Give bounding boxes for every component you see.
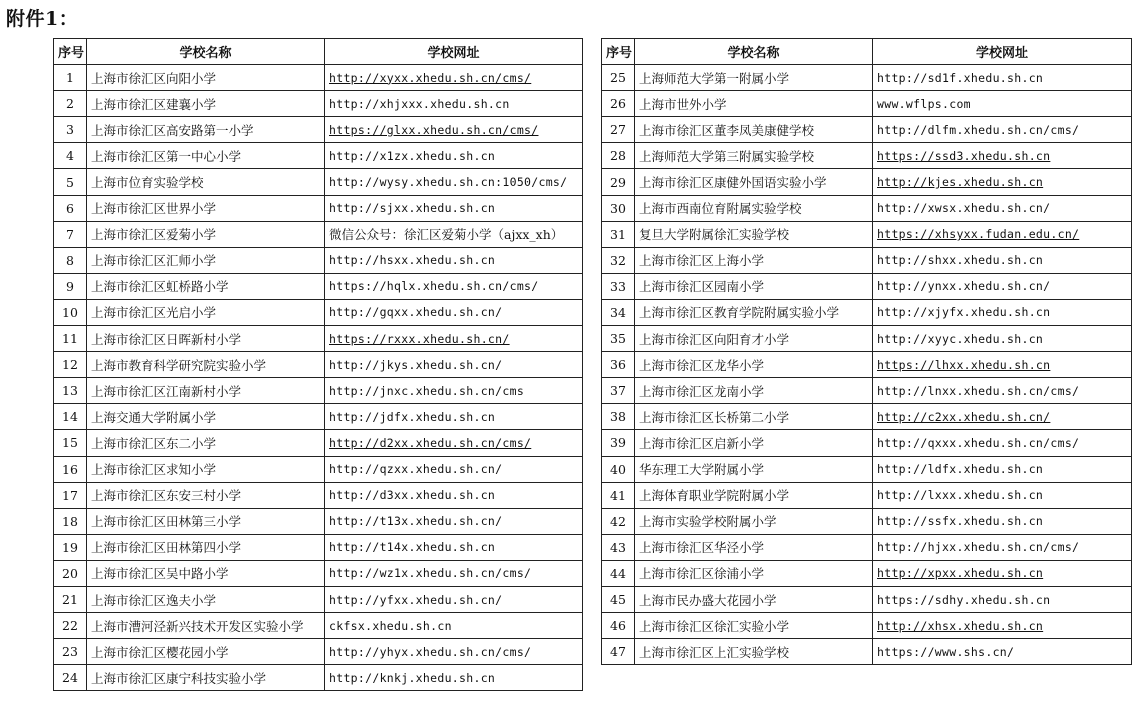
table-row	[602, 195, 1132, 221]
row-number: 41	[602, 482, 635, 508]
school-url-cell	[873, 352, 1132, 378]
school-name: 上海市徐汇区樱花园小学	[87, 639, 325, 665]
school-name: 上海市徐汇区徐汇实验小学	[635, 613, 873, 639]
table-row	[54, 456, 583, 482]
school-url-link[interactable]: https://rxxx.xhedu.sh.cn/	[329, 331, 510, 346]
row-number: 45	[602, 586, 635, 612]
school-url: http://yhyx.xhedu.sh.cn/cms/	[329, 644, 532, 659]
row-number: 4	[54, 143, 87, 169]
row-number: 43	[602, 534, 635, 560]
table-row	[602, 221, 1132, 247]
row-number: 34	[602, 299, 635, 325]
school-url: http://shxx.xhedu.sh.cn	[877, 253, 1044, 268]
table-row	[54, 117, 583, 143]
table-row	[602, 639, 1132, 665]
school-url-link[interactable]: http://d2xx.xhedu.sh.cn/cms/	[329, 435, 532, 450]
row-number: 37	[602, 378, 635, 404]
school-url-cell	[325, 482, 583, 508]
row-number: 3	[54, 117, 87, 143]
school-url: http://xjyfx.xhedu.sh.cn	[877, 305, 1051, 320]
school-name: 上海市徐汇区田林第四小学	[87, 534, 325, 560]
table-row	[54, 586, 583, 612]
school-url: https://www.shs.cn/	[877, 644, 1015, 659]
school-url: http://sjxx.xhedu.sh.cn	[329, 201, 496, 216]
row-number: 14	[54, 404, 87, 430]
row-number: 42	[602, 508, 635, 534]
table-row	[602, 482, 1132, 508]
school-name: 上海市徐汇区徐浦小学	[635, 560, 873, 586]
school-url: http://lnxx.xhedu.sh.cn/cms/	[877, 383, 1080, 398]
table-row	[54, 352, 583, 378]
school-url: http://jnxc.xhedu.sh.cn/cms	[329, 383, 525, 398]
school-url-cell	[873, 639, 1132, 665]
school-name: 上海师范大学第三附属实验学校	[635, 143, 873, 169]
table-row	[54, 613, 583, 639]
school-name: 上海市实验学校附属小学	[635, 508, 873, 534]
table-row	[54, 482, 583, 508]
table-header-row	[602, 39, 1132, 65]
school-url-cell	[873, 195, 1132, 221]
school-url-cell	[325, 639, 583, 665]
table-row	[602, 117, 1132, 143]
school-url-cell	[325, 143, 583, 169]
table-row	[602, 560, 1132, 586]
row-number: 12	[54, 352, 87, 378]
school-url-cell	[873, 560, 1132, 586]
table-row	[602, 352, 1132, 378]
school-url-link[interactable]: https://lhxx.xhedu.sh.cn	[877, 357, 1051, 372]
table-row	[602, 326, 1132, 352]
attachment-heading: 附件1：	[6, 8, 79, 30]
school-url: http://gqxx.xhedu.sh.cn/	[329, 305, 503, 320]
school-url-cell	[325, 221, 583, 247]
table-row	[54, 273, 583, 299]
school-url: http://ssfx.xhedu.sh.cn	[877, 514, 1044, 529]
school-url-cell	[873, 299, 1132, 325]
school-name: 上海市西南位育附属实验学校	[635, 195, 873, 221]
row-number: 30	[602, 195, 635, 221]
row-number: 9	[54, 273, 87, 299]
table-row	[54, 247, 583, 273]
school-url-cell	[325, 299, 583, 325]
school-url-link[interactable]: https://ssd3.xhedu.sh.cn	[877, 148, 1051, 163]
table-row	[54, 534, 583, 560]
school-url-cell	[325, 586, 583, 612]
school-name: 上海市徐汇区求知小学	[87, 456, 325, 482]
school-url: http://d3xx.xhedu.sh.cn	[329, 488, 496, 503]
school-name: 上海市徐汇区虹桥路小学	[87, 273, 325, 299]
school-url-cell	[873, 326, 1132, 352]
table-row	[54, 378, 583, 404]
school-url: http://qxxx.xhedu.sh.cn/cms/	[877, 435, 1080, 450]
school-url: http://dlfm.xhedu.sh.cn/cms/	[877, 122, 1080, 137]
school-name: 上海市徐汇区华泾小学	[635, 534, 873, 560]
school-name: 上海市徐汇区长桥第二小学	[635, 404, 873, 430]
school-url-cell	[325, 665, 583, 691]
school-name: 上海市徐汇区光启小学	[87, 299, 325, 325]
header-no: 序号	[602, 39, 635, 65]
table-row	[602, 143, 1132, 169]
row-number: 2	[54, 91, 87, 117]
school-url-cell	[325, 378, 583, 404]
row-number: 18	[54, 508, 87, 534]
table-row	[602, 404, 1132, 430]
school-name: 华东理工大学附属小学	[635, 456, 873, 482]
school-name: 上海市民办盛大花园小学	[635, 586, 873, 612]
table-row	[54, 91, 583, 117]
table-row	[602, 273, 1132, 299]
school-url: http://hsxx.xhedu.sh.cn	[329, 253, 496, 268]
school-name: 上海市徐汇区吴中路小学	[87, 560, 325, 586]
row-number: 33	[602, 273, 635, 299]
school-url: http://t13x.xhedu.sh.cn/	[329, 514, 503, 529]
school-url-cell	[873, 247, 1132, 273]
table-row	[54, 143, 583, 169]
school-name: 上海市徐汇区上汇实验学校	[635, 639, 873, 665]
row-number: 25	[602, 65, 635, 91]
school-name: 上海市漕河泾新兴技术开发区实验小学	[87, 613, 325, 639]
school-url-cell	[325, 273, 583, 299]
school-url: http://jdfx.xhedu.sh.cn	[329, 409, 496, 424]
school-url-cell	[873, 273, 1132, 299]
school-url: http://sd1f.xhedu.sh.cn	[877, 70, 1044, 85]
table-row	[54, 169, 583, 195]
school-url-link[interactable]: http://xpxx.xhedu.sh.cn	[877, 566, 1044, 581]
school-url-cell	[873, 117, 1132, 143]
school-name: 上海市徐汇区建襄小学	[87, 91, 325, 117]
school-name: 上海市徐汇区教育学院附属实验小学	[635, 299, 873, 325]
school-name: 上海市徐汇区东安三村小学	[87, 482, 325, 508]
school-name: 上海市世外小学	[635, 91, 873, 117]
school-table-left	[53, 38, 583, 691]
table-body-right	[602, 65, 1132, 665]
school-name: 上海市徐汇区日晖新村小学	[87, 326, 325, 352]
school-url: https://hqlx.xhedu.sh.cn/cms/	[329, 279, 539, 294]
school-url: http://qzxx.xhedu.sh.cn/	[329, 462, 503, 477]
school-url: www.wflps.com	[877, 96, 971, 111]
school-url-cell	[873, 169, 1132, 195]
school-name: 上海市徐汇区爱菊小学	[87, 221, 325, 247]
school-url-cell	[873, 430, 1132, 456]
school-url-cell	[873, 378, 1132, 404]
table-row	[54, 299, 583, 325]
school-url-link[interactable]: http://xhsx.xhedu.sh.cn	[877, 618, 1044, 633]
school-url-cell	[873, 143, 1132, 169]
table-row	[54, 639, 583, 665]
school-url-cell	[325, 560, 583, 586]
row-number: 44	[602, 560, 635, 586]
school-url-cell	[873, 482, 1132, 508]
school-name: 上海市徐汇区第一中心小学	[87, 143, 325, 169]
row-number: 29	[602, 169, 635, 195]
row-number: 17	[54, 482, 87, 508]
school-name: 上海市徐汇区上海小学	[635, 247, 873, 273]
row-number: 23	[54, 639, 87, 665]
row-number: 22	[54, 613, 87, 639]
school-url: http://ldfx.xhedu.sh.cn	[877, 462, 1044, 477]
header-no: 序号	[54, 39, 87, 65]
header-school-name: 学校名称	[87, 39, 325, 65]
row-number: 46	[602, 613, 635, 639]
school-url-cell	[325, 117, 583, 143]
school-url: http://knkj.xhedu.sh.cn	[329, 670, 496, 685]
school-url-cell	[325, 326, 583, 352]
row-number: 38	[602, 404, 635, 430]
row-number: 47	[602, 639, 635, 665]
school-url-cell	[873, 91, 1132, 117]
school-url-link[interactable]: http://c2xx.xhedu.sh.cn/	[877, 409, 1051, 424]
school-url: http://ynxx.xhedu.sh.cn/	[877, 279, 1051, 294]
header-school-name: 学校名称	[635, 39, 873, 65]
table-row	[602, 169, 1132, 195]
school-name: 上海市徐汇区江南新村小学	[87, 378, 325, 404]
row-number: 1	[54, 65, 87, 91]
row-number: 39	[602, 430, 635, 456]
school-url-cell	[873, 508, 1132, 534]
row-number: 10	[54, 299, 87, 325]
school-name: 上海市徐汇区汇师小学	[87, 247, 325, 273]
row-number: 32	[602, 247, 635, 273]
school-url: http://xyyc.xhedu.sh.cn	[877, 331, 1044, 346]
school-url-cell	[873, 221, 1132, 247]
school-url: 微信公众号：徐汇区爱菊小学（ajxx_xh）	[329, 227, 564, 243]
row-number: 40	[602, 456, 635, 482]
school-name: 上海市徐汇区康宁科技实验小学	[87, 665, 325, 691]
school-name: 上海市徐汇区高安路第一小学	[87, 117, 325, 143]
school-url-cell	[325, 195, 583, 221]
row-number: 20	[54, 560, 87, 586]
school-url-cell	[325, 247, 583, 273]
school-name: 上海市徐汇区启新小学	[635, 430, 873, 456]
table-row	[54, 665, 583, 691]
table-row	[54, 560, 583, 586]
row-number: 24	[54, 665, 87, 691]
row-number: 13	[54, 378, 87, 404]
table-row	[602, 508, 1132, 534]
school-name: 上海市徐汇区康健外国语实验小学	[635, 169, 873, 195]
row-number: 6	[54, 195, 87, 221]
school-url-cell	[325, 352, 583, 378]
row-number: 28	[602, 143, 635, 169]
school-url: http://wz1x.xhedu.sh.cn/cms/	[329, 566, 532, 581]
school-name: 上海交通大学附属小学	[87, 404, 325, 430]
school-url-cell	[873, 65, 1132, 91]
table-body-left	[54, 65, 583, 691]
school-table-right	[601, 38, 1132, 665]
row-number: 19	[54, 534, 87, 560]
school-url: https://sdhy.xhedu.sh.cn	[877, 592, 1051, 607]
school-name: 上海市教育科学研究院实验小学	[87, 352, 325, 378]
row-number: 31	[602, 221, 635, 247]
row-number: 16	[54, 456, 87, 482]
school-name: 上海市徐汇区田林第三小学	[87, 508, 325, 534]
school-url-cell	[325, 65, 583, 91]
table-row	[602, 613, 1132, 639]
table-row	[54, 508, 583, 534]
table-row	[602, 299, 1132, 325]
table-row	[602, 91, 1132, 117]
table-row	[54, 404, 583, 430]
school-url: http://jkys.xhedu.sh.cn/	[329, 357, 503, 372]
school-name: 上海市徐汇区东二小学	[87, 430, 325, 456]
school-name: 复旦大学附属徐汇实验学校	[635, 221, 873, 247]
table-row	[602, 586, 1132, 612]
school-url-link[interactable]: https://glxx.xhedu.sh.cn/cms/	[329, 122, 539, 137]
row-number: 11	[54, 326, 87, 352]
table-row	[602, 65, 1132, 91]
school-url: http://t14x.xhedu.sh.cn	[329, 540, 496, 555]
school-name: 上海市徐汇区园南小学	[635, 273, 873, 299]
row-number: 27	[602, 117, 635, 143]
school-name: 上海市徐汇区向阳育才小学	[635, 326, 873, 352]
row-number: 8	[54, 247, 87, 273]
row-number: 21	[54, 586, 87, 612]
row-number: 26	[602, 91, 635, 117]
school-url: http://lxxx.xhedu.sh.cn	[877, 488, 1044, 503]
school-url-cell	[873, 456, 1132, 482]
school-url-cell	[873, 613, 1132, 639]
school-url: http://x1zx.xhedu.sh.cn	[329, 148, 496, 163]
school-url-cell	[873, 534, 1132, 560]
school-name: 上海体育职业学院附属小学	[635, 482, 873, 508]
school-url: ckfsx.xhedu.sh.cn	[329, 618, 452, 633]
school-url-link[interactable]: https://xhsyxx.fudan.edu.cn/	[877, 227, 1080, 242]
table-row	[602, 378, 1132, 404]
school-url-cell	[325, 404, 583, 430]
table-row	[54, 326, 583, 352]
table-header-row	[54, 39, 583, 65]
school-url: http://yfxx.xhedu.sh.cn/	[329, 592, 503, 607]
school-url-cell	[325, 456, 583, 482]
school-url-cell	[325, 508, 583, 534]
school-url-link[interactable]: http://xyxx.xhedu.sh.cn/cms/	[329, 70, 532, 85]
row-number: 35	[602, 326, 635, 352]
table-row	[54, 65, 583, 91]
row-number: 7	[54, 221, 87, 247]
school-url-link[interactable]: http://kjes.xhedu.sh.cn	[877, 175, 1044, 190]
school-name: 上海市徐汇区董李凤美康健学校	[635, 117, 873, 143]
school-url-cell	[325, 613, 583, 639]
school-url-cell	[325, 91, 583, 117]
row-number: 5	[54, 169, 87, 195]
school-name: 上海市徐汇区世界小学	[87, 195, 325, 221]
table-row	[54, 221, 583, 247]
school-name: 上海市徐汇区龙南小学	[635, 378, 873, 404]
table-row	[54, 430, 583, 456]
school-url-cell	[873, 404, 1132, 430]
school-url: http://hjxx.xhedu.sh.cn/cms/	[877, 540, 1080, 555]
school-name: 上海师范大学第一附属小学	[635, 65, 873, 91]
school-url: http://wysy.xhedu.sh.cn:1050/cms/	[329, 175, 568, 190]
school-name: 上海市徐汇区龙华小学	[635, 352, 873, 378]
header-school-url: 学校网址	[325, 39, 583, 65]
header-school-url: 学校网址	[873, 39, 1132, 65]
school-name: 上海市位育实验学校	[87, 169, 325, 195]
table-row	[602, 247, 1132, 273]
school-url-cell	[873, 586, 1132, 612]
table-row	[54, 195, 583, 221]
table-row	[602, 456, 1132, 482]
row-number: 15	[54, 430, 87, 456]
school-url-cell	[325, 169, 583, 195]
school-url: http://xwsx.xhedu.sh.cn/	[877, 201, 1051, 216]
school-url: http://xhjxxx.xhedu.sh.cn	[329, 96, 510, 111]
row-number: 36	[602, 352, 635, 378]
school-url-cell	[325, 430, 583, 456]
table-row	[602, 534, 1132, 560]
school-name: 上海市徐汇区逸夫小学	[87, 586, 325, 612]
school-name: 上海市徐汇区向阳小学	[87, 65, 325, 91]
school-url-cell	[325, 534, 583, 560]
table-row	[602, 430, 1132, 456]
